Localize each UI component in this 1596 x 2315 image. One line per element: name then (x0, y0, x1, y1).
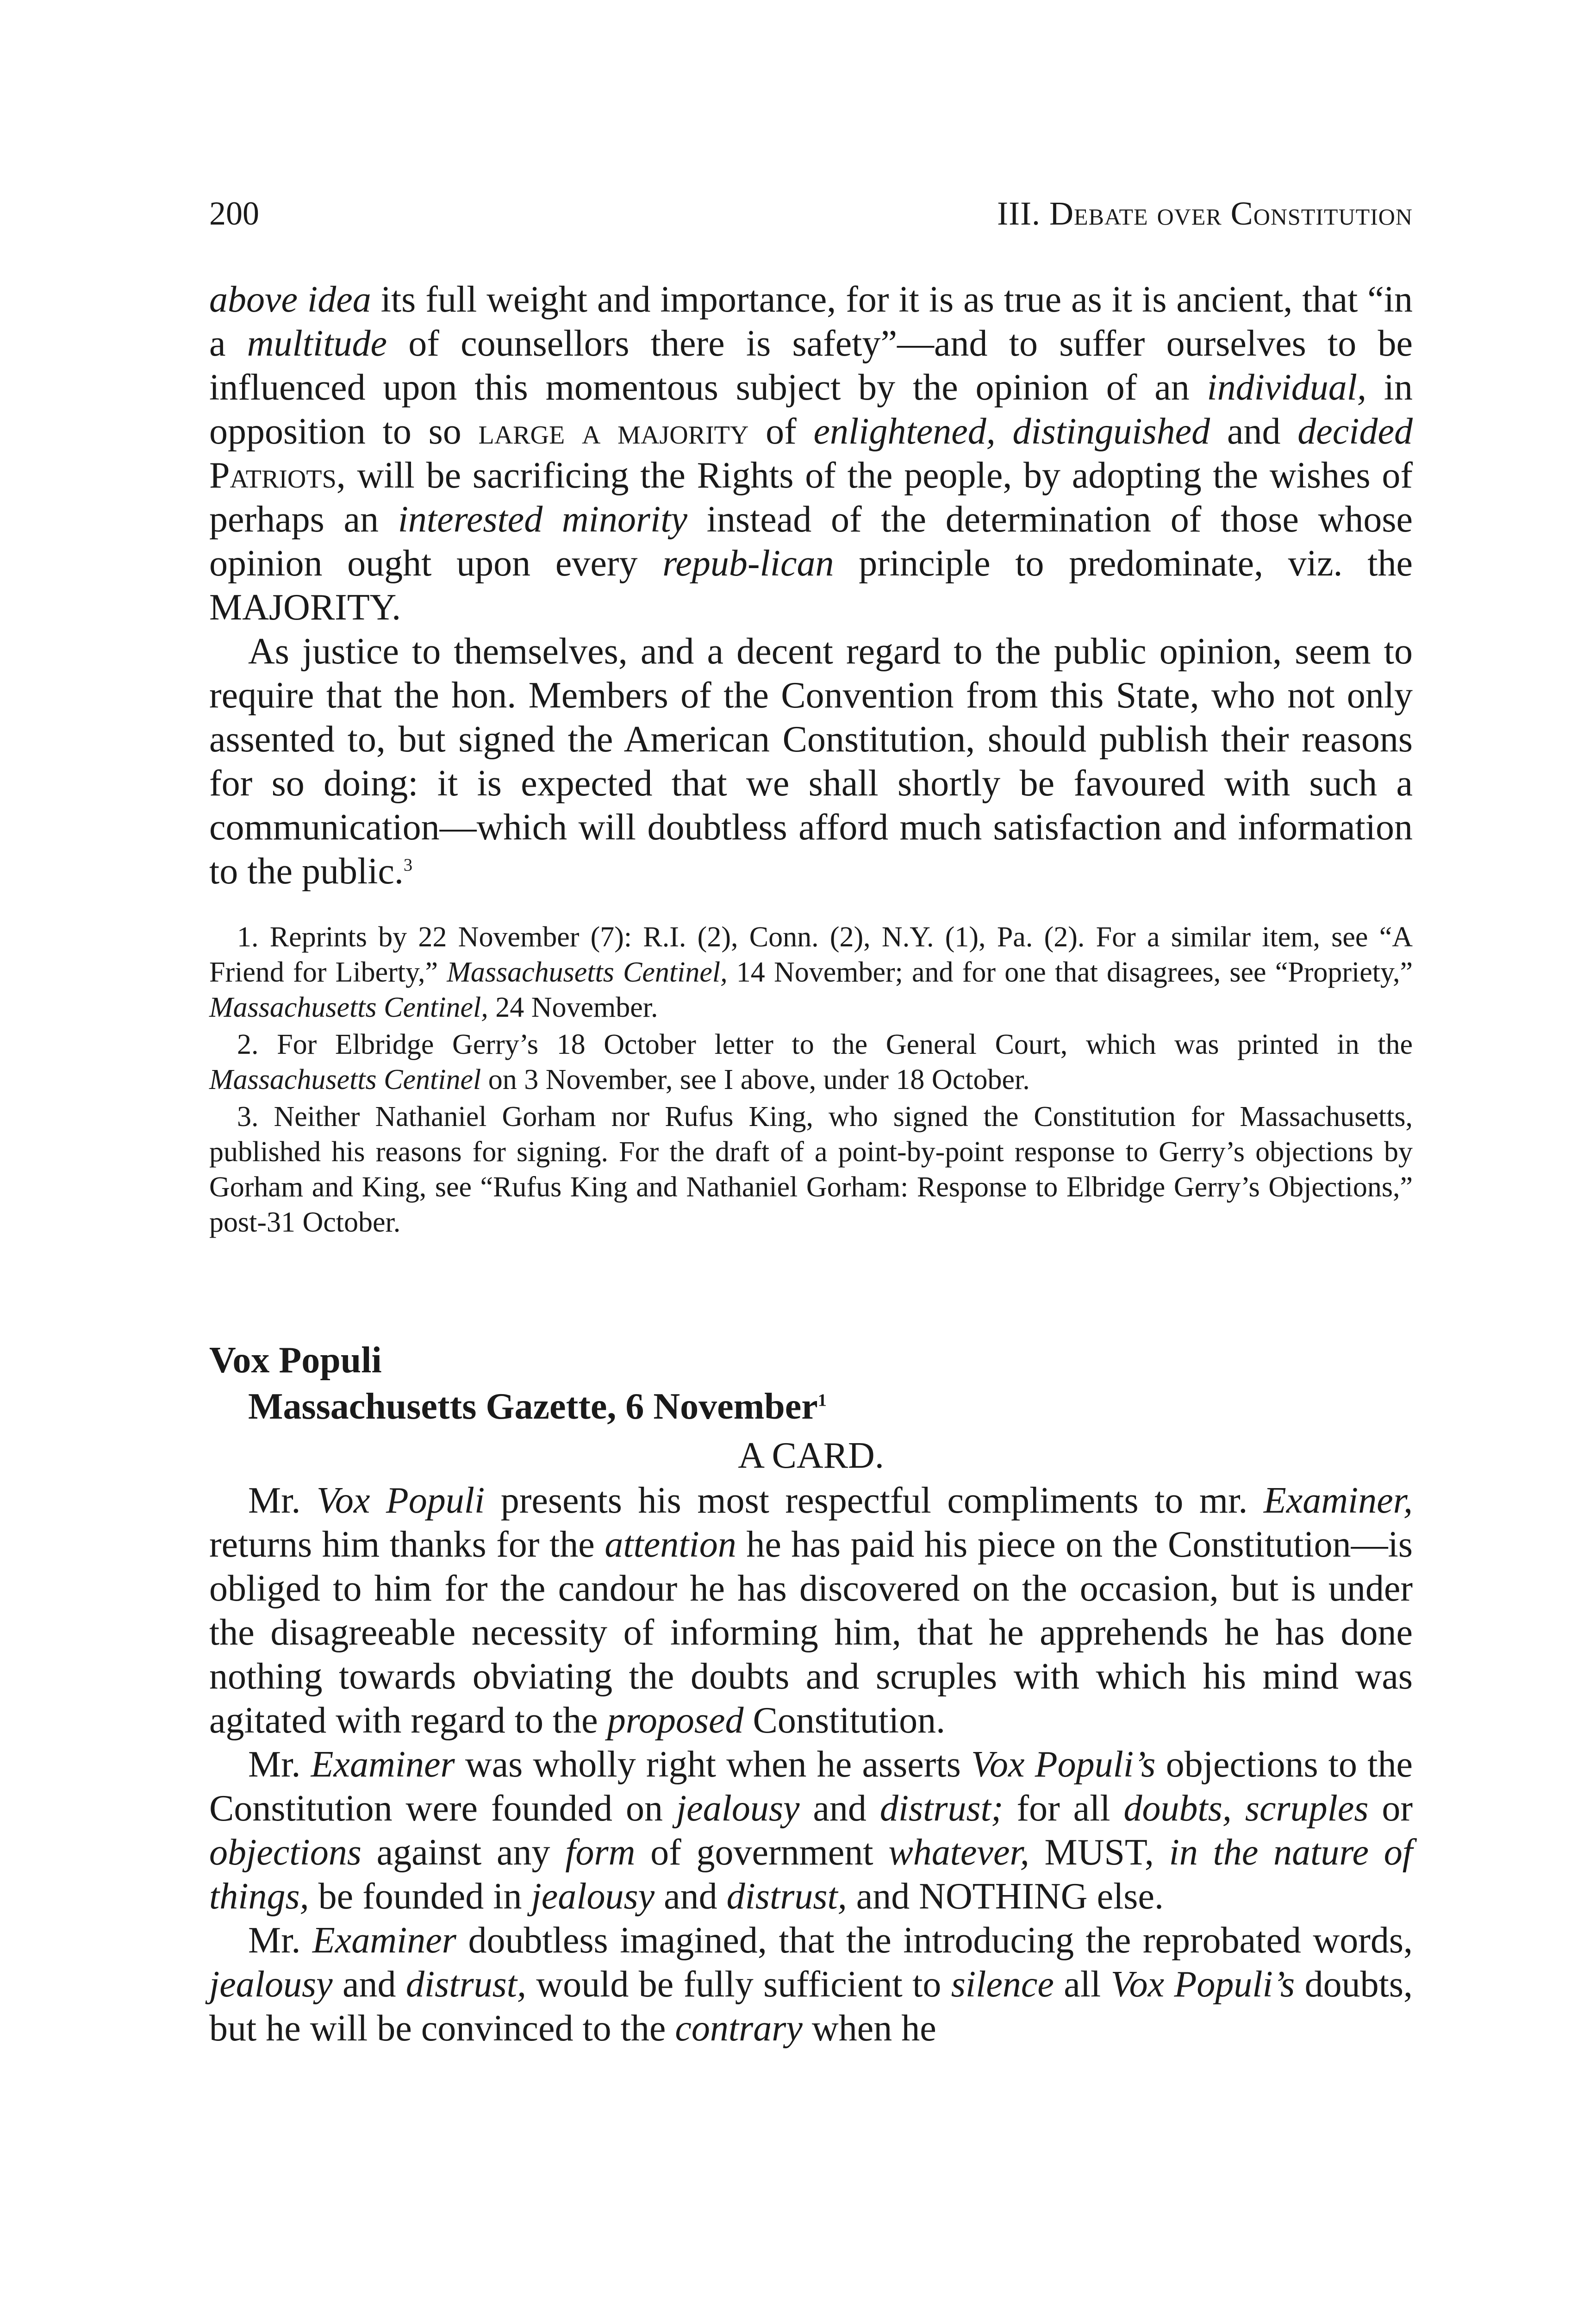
text-run: for all (1003, 1788, 1124, 1829)
italic-run: in the nature of things, (209, 1832, 1413, 1917)
italic-run: Massachusetts Centinel (209, 1064, 481, 1095)
section-subheading-note: 1 (817, 1390, 827, 1410)
text-run: be founded in (309, 1876, 531, 1917)
text-run: 1. Reprints by 22 November (7): R.I. (2), Conn. (2), N.Y. (1), Pa. (2). For a similar item, see “A Friend for Liberty,” (209, 921, 1413, 988)
text-run: or (1368, 1788, 1413, 1829)
italic-run: proposed (607, 1700, 744, 1741)
note-reference: 3 (403, 855, 413, 875)
text-run: 14 November; and for one that disagrees, see “Propriety,” (727, 957, 1413, 988)
section-heading: Vox Populi (209, 1340, 382, 1381)
italic-run: Examiner (312, 1920, 456, 1961)
section-subheading-text: Massachusetts Gazette, 6 November (248, 1386, 818, 1427)
text-run: he has paid his piece on the Constitution—is obliged to him for the candour he has discovered on the occasion, but is under the disagreeable necessity of informing him, that he apprehends he has done nothing towards obviating the doubts and scruples with which his mind was agitated with regard to the (209, 1524, 1413, 1741)
italic-run: jealousy (209, 1964, 333, 2005)
italic-run: distrust, (726, 1876, 847, 1917)
italic-run: decided (1297, 411, 1413, 452)
text-run: of government (635, 1832, 889, 1873)
text-run: Constitution. (743, 1700, 946, 1741)
text-run: of (748, 411, 814, 452)
italic-run: repub-lican (662, 543, 834, 584)
footnote (209, 920, 1413, 1025)
italic-run: form (565, 1832, 636, 1873)
continued-article (209, 278, 1413, 894)
text-run: Mr. (248, 1920, 312, 1961)
paragraph (209, 1919, 1413, 2051)
italic-run: distrust; (879, 1788, 1004, 1829)
italic-run: Vox Populi’s (1110, 1964, 1295, 2005)
text-run: 3. Neither Nathaniel Gorham nor Rufus King, who signed the Constitution for Massachusetts, published his reasons for signing. For the draft of a point-by-point response to Gerry’s objections by Gorham and King, see “Rufus King and Nathaniel Gorham: Response to Elbridge Gerry’s Objections,” post-31 October. (209, 1101, 1413, 1238)
italic-run: whatever, (888, 1832, 1029, 1873)
running-title: III. Debate over Constitution (997, 195, 1413, 232)
italic-run: Massachusetts Centinel, (447, 957, 728, 988)
text-run: and (332, 1964, 406, 2005)
text-run: and (655, 1876, 727, 1917)
text-run: was wholly right when he asserts (455, 1744, 971, 1785)
card-article (209, 1479, 1413, 2051)
text-run: of counsellors there is safety”—and to suffer ourselves to be influenced upon this momentous subject by the opinion of an (209, 323, 1413, 408)
italic-run: objections (209, 1832, 362, 1873)
text-run: objections to the Constitution were founded on (209, 1744, 1413, 1829)
text-run: Mr. (248, 1480, 317, 1521)
text-run: and (799, 1788, 880, 1829)
italic-run: jealousy (531, 1876, 655, 1917)
text-run: As justice to themselves, and a decent regard to the public opinion, seem to require that the hon. Members of the Convention from this State, who not only assented to, but signed the American Constitution, should publish their reasons for so doing: it is expected that we shall shortly be favoured with such a communication—which will doubtless afford much satisfaction and information to the public. (209, 631, 1413, 892)
text-run: and NOTHING else. (847, 1876, 1164, 1917)
paragraph (209, 630, 1413, 894)
text-run: 2. For Elbridge Gerry’s 18 October letter to the General Court, which was printed in the (237, 1029, 1413, 1060)
text-run: on 3 November, see I above, under 18 October. (481, 1064, 1030, 1095)
text-run: MUST, (1029, 1832, 1169, 1873)
text-run: doubtless imagined, that the introducing the reprobated words, (456, 1920, 1413, 1961)
small-caps-run: large a majority (478, 411, 749, 452)
footnote (209, 1027, 1413, 1097)
card-title: A CARD. (738, 1435, 884, 1476)
text-run: all (1054, 1964, 1111, 2005)
italic-run: distrust, (405, 1964, 526, 2005)
italic-run: above idea (209, 279, 371, 320)
italic-run: Vox Populi’s (971, 1744, 1156, 1785)
text-run: and (1210, 411, 1298, 452)
page-number: 200 (209, 195, 259, 232)
text-run: instead of the determination of those whose opinion ought upon every (209, 499, 1413, 584)
italic-run: Examiner (311, 1744, 455, 1785)
italic-run: Vox Populi (316, 1480, 485, 1521)
text-run: in opposition to so (209, 367, 1413, 452)
text-run: principle to predominate, viz. the MAJORITY. (209, 543, 1413, 628)
italic-run: doubts, scruples (1123, 1788, 1369, 1829)
text-run: 24 November. (488, 992, 658, 1023)
paragraph (209, 1743, 1413, 1919)
text-run: presents his most respectful compliments to mr. (485, 1480, 1264, 1521)
italic-run: silence (951, 1964, 1054, 2005)
text-run: when he (802, 2008, 936, 2049)
text-run: doubts, but he will be convinced to the (209, 1964, 1413, 2049)
text-run: against any (361, 1832, 566, 1873)
italic-run: Examiner, (1263, 1480, 1413, 1521)
italic-run: jealousy (676, 1788, 800, 1829)
running-head (209, 194, 1413, 245)
text-run: , will be sacrificing the Rights of the people, by adopting the wishes of perhaps an (209, 455, 1413, 540)
page (209, 194, 1413, 2051)
footnote (209, 1099, 1413, 1240)
italic-run: contrary (675, 2008, 803, 2049)
italic-run: individual, (1207, 367, 1366, 408)
italic-run: interested minority (398, 499, 687, 540)
text-run: its full weight and importance, for it is as true as it is ancient, that “in a (209, 279, 1413, 364)
text-run: would be fully sufficient to (526, 1964, 951, 2005)
italic-run: attention (605, 1524, 736, 1565)
text-run: returns him thanks for the (209, 1524, 605, 1565)
section-subheading (248, 1383, 1413, 1430)
paragraph (209, 1479, 1413, 1743)
italic-run: multitude (247, 323, 387, 364)
italic-run: enlightened, distinguished (813, 411, 1210, 452)
paragraph (209, 278, 1413, 630)
footnotes (209, 920, 1413, 1240)
text-run: Mr. (248, 1744, 311, 1785)
italic-run: Massachusetts Centinel, (209, 992, 488, 1023)
small-caps-run: Patriots (209, 455, 337, 496)
